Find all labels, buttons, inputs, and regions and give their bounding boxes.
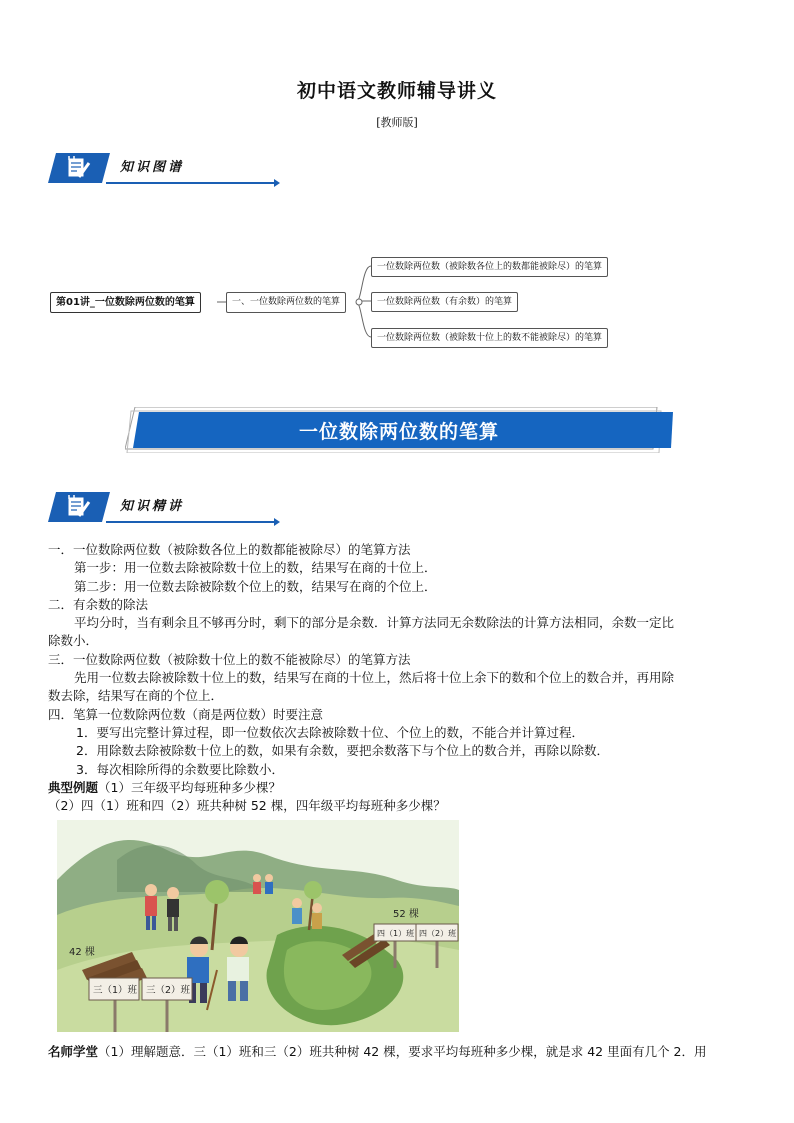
paragraph-remainder: 平均分时，当有剩余且不够再分时，剩下的部分是余数．计算方法同无余数除法的计算方法相同，余数一定比 (74, 615, 675, 631)
tree-count-right: 52 棵 (393, 909, 419, 920)
page-title: 初中语文教师辅导讲义 (296, 80, 497, 102)
note-3: 3．每次相除所得的余数要比除数小． (76, 761, 284, 777)
teacher-text: （1）理解题意．三（1）班和三（2）班共种树 42 棵，要求平均每班种多少棵，就是求 42 里面有几个 2．用 (98, 1044, 707, 1059)
heading-1: 一．一位数除两位数（被除数各位上的数都能被除尽）的笔算方法 (48, 542, 411, 557)
section-label: 知识精讲 (120, 499, 185, 514)
example-question-2: （2）四（1）班和四（2）班共种树 52 棵，四年级平均每班种多少棵？ (48, 798, 446, 814)
tree-planting-illustration (57, 820, 459, 1032)
mindmap-leaf-node: 一位数除两位数（被除数十位上的数不能被除尽）的笔算 (371, 328, 608, 348)
class-sign-3: 四（1）班 (377, 929, 415, 938)
step-2: 第二步：用一位数去除被除数个位上的数，结果写在商的个位上． (74, 578, 437, 594)
step-1: 第一步：用一位数去除被除数十位上的数，结果写在商的十位上． (74, 560, 437, 576)
mindmap-root-node: 第01讲_一位数除两位数的笔算 (50, 292, 201, 313)
page-subtitle: [教师版] (376, 116, 418, 129)
note-2: 2．用除数去除被除数十位上的数，如果有余数，要把余数落下与个位上的数合并，再除以除数． (76, 743, 609, 759)
example-label: 典型例题 (48, 779, 99, 795)
chapter-title: 一位数除两位数的笔算 (298, 421, 499, 443)
mindmap-leaf-node: 一位数除两位数（有余数）的笔算 (371, 292, 518, 312)
heading-4: 四．笔算一位数除两位数（商是两位数）时要注意 (48, 706, 324, 722)
class-sign-2: 三（2）班 (146, 985, 191, 996)
section-label: 知识图谱 (120, 160, 185, 175)
tree-count-left: 42 棵 (69, 947, 95, 958)
example-q1-text: （1）三年级平均每班种多少棵？ (98, 779, 281, 795)
paragraph-remainder-cont: 除数小． (48, 633, 99, 649)
paragraph-method-cont: 数去除，结果写在商的个位上． (48, 688, 224, 704)
teacher-label: 名师学堂 (48, 1044, 99, 1059)
section-banner-knowledge-explained (48, 492, 232, 526)
note-1: 1．要写出完整计算过程，即一位数依次去除被除数十位、个位上的数，不能合并计算过程． (76, 724, 584, 740)
chapter-banner (125, 407, 673, 453)
heading-2: 二．有余数的除法 (48, 596, 149, 612)
class-sign-1: 三（1）班 (93, 985, 138, 996)
teacher-explanation (48, 1042, 707, 1060)
heading-3: 三．一位数除两位数（被除数十位上的数不能被除尽）的笔算方法 (48, 651, 411, 667)
mindmap-topic-node: 一、一位数除两位数的笔算 (226, 292, 346, 313)
example-question-1 (48, 779, 758, 797)
mindmap-leaf-node: 一位数除两位数（被除数各位上的数都能被除尽）的笔算 (371, 257, 608, 277)
class-sign-4: 四（2）班 (419, 929, 457, 938)
section-underline (106, 521, 276, 523)
notepad-pencil-icon (48, 492, 110, 522)
paragraph-method: 先用一位数去除被除数十位上的数，结果写在商的十位上，然后将十位上余下的数和个位上的数合并，再用除 (74, 670, 675, 686)
lesson-body (48, 541, 758, 815)
